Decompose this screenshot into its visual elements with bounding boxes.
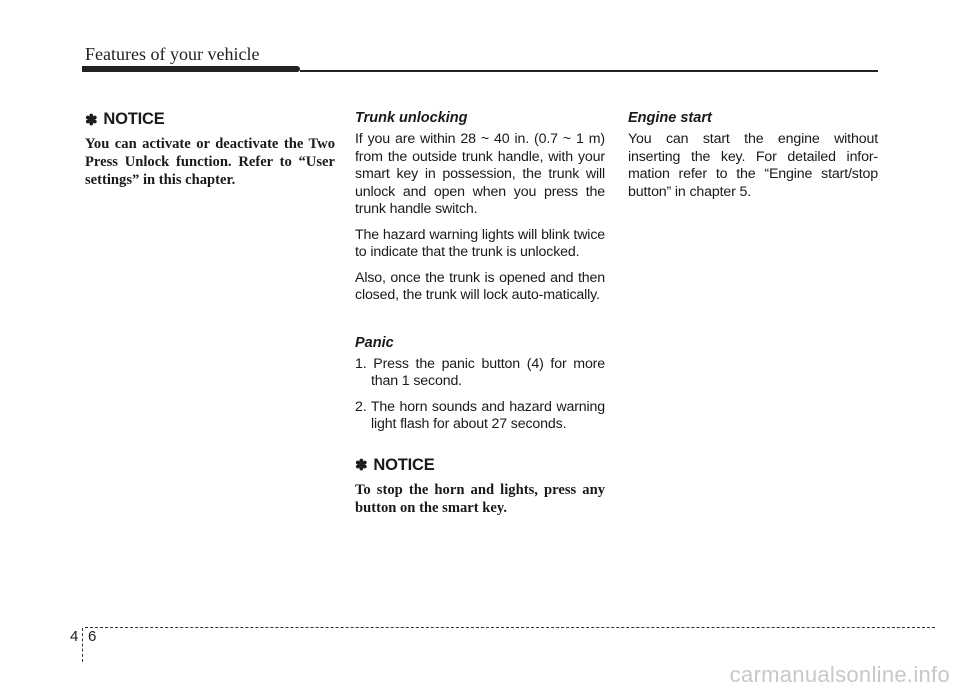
notice-heading [85, 110, 335, 129]
notice-star-icon: ✽ [355, 457, 368, 474]
chapter-number: 4 [70, 628, 79, 645]
notice-text: To stop the horn and lights, press any button on the smart key. [355, 481, 605, 516]
spacer [355, 442, 605, 456]
engine-start-text: You can start the engine without inserting the key. For detailed infor-mation refer to the “Engine start/stop button” in chapter 5. [628, 131, 878, 200]
column-left [85, 110, 335, 189]
header-rule [300, 70, 878, 72]
column-right [628, 110, 878, 209]
column-middle [355, 110, 605, 517]
header-accent-bar [82, 66, 300, 72]
notice-heading [355, 456, 605, 475]
list-item: 1. Press the panic button (4) for more than 1 second. [355, 355, 605, 389]
trunk-paragraph: Also, once the trunk is opened and then closed, the trunk will lock auto-matically. [355, 269, 605, 303]
trunk-paragraph: The hazard warning lights will blink twice to indicate that the trunk is unlocked. [355, 226, 605, 260]
notice-text: You can activate or deactivate the Two Press Unlock function. Refer to “User settings” in this chapter. [85, 136, 335, 188]
notice-heading-label: NOTICE [103, 110, 165, 128]
page-number: 6 [88, 628, 97, 645]
engine-start-heading: Engine start [628, 110, 712, 126]
panic-steps-list [355, 356, 605, 434]
trunk-unlocking-heading: Trunk unlocking [355, 110, 468, 126]
watermark: carmanualsonline.info [729, 662, 950, 687]
footer-divider [82, 628, 83, 662]
notice-heading-label: NOTICE [373, 455, 435, 474]
notice-star-icon: ✽ [85, 111, 98, 129]
page-header-title: Features of your vehicle [85, 44, 260, 64]
spacer [355, 313, 605, 335]
list-item: 2. The horn sounds and hazard warning light flash for about 27 seconds. [355, 398, 605, 432]
trunk-paragraph: If you are within 28 ~ 40 in. (0.7 ~ 1 m) from the outside trunk handle, with your smart key in possession, the trunk will unlock and open when you press the trunk handle switch. [355, 131, 605, 217]
footer-rule [85, 627, 935, 628]
panic-heading: Panic [355, 334, 394, 351]
